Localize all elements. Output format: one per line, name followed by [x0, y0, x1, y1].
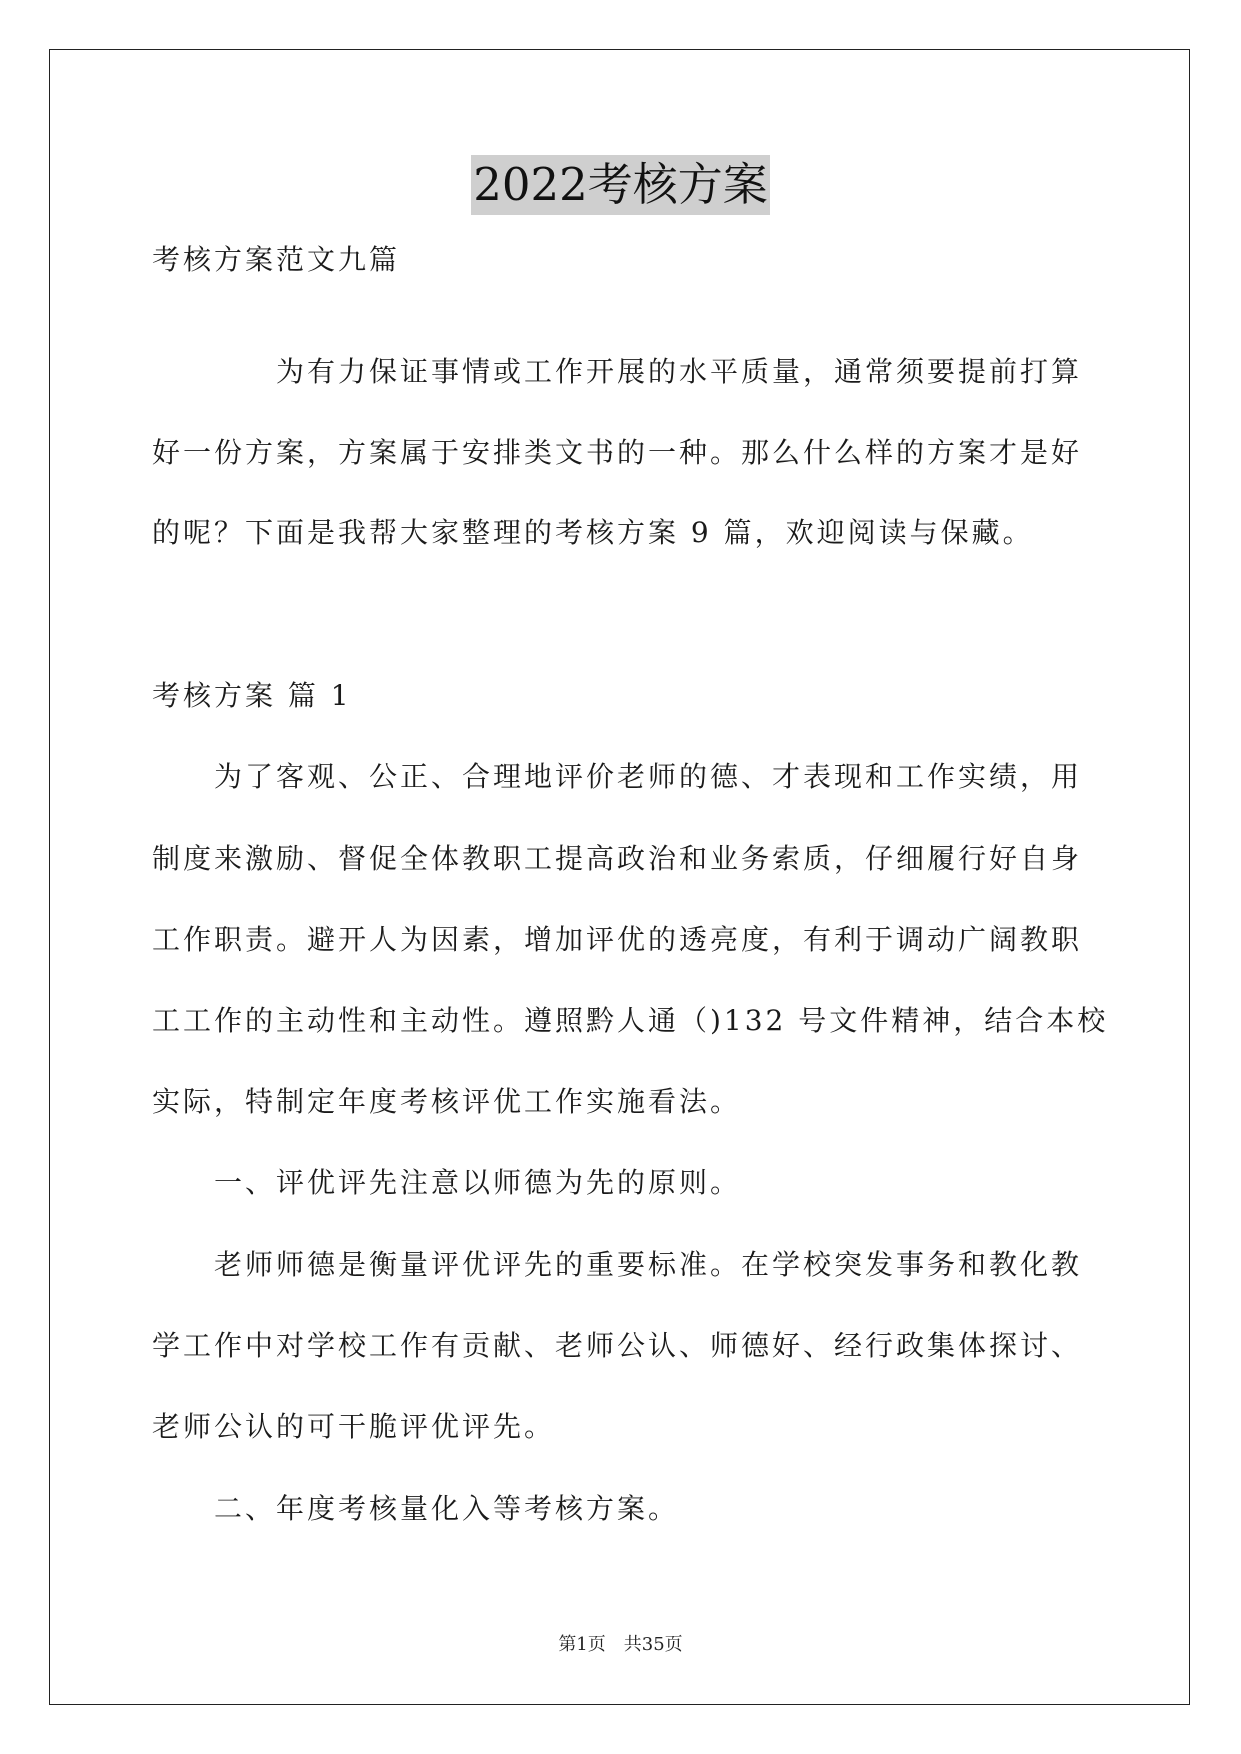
intro-line-2: 好一份方案，方案属于安排类文书的一种。那么什么样的方案才是好: [152, 436, 1083, 469]
page-total: 共35页: [623, 1634, 683, 1655]
intro-line-3: 的呢？下面是我帮大家整理的考核方案 9 篇，欢迎阅读与保藏。: [152, 516, 1034, 549]
body-line-7: 老师师德是衡量评优评先的重要标准。在学校突发事务和教化教: [214, 1248, 1083, 1281]
intro-line-1: 为有力保证事情或工作开展的水平质量，通常须要提前打算: [276, 355, 1083, 388]
body-line-3: 工作职责。避开人为因素，增加评优的透亮度，有利于调动广阔教职: [152, 923, 1083, 956]
body-line-8: 学工作中对学校工作有贡献、老师公认、师德好、经行政集体探讨、: [152, 1329, 1083, 1362]
body-line-9: 老师公认的可干脆评优评先。: [152, 1410, 556, 1443]
page-footer: [0, 1630, 1241, 1656]
title-container: [0, 155, 1241, 215]
page-number: 第1页: [558, 1634, 606, 1655]
document-title: 2022考核方案: [471, 155, 770, 215]
body-line-1: 为了客观、公正、合理地评价老师的德、才表现和工作实绩，用: [214, 760, 1083, 793]
body-line-5: 实际，特制定年度考核评优工作实施看法。: [152, 1085, 742, 1118]
body-line-10: 二、年度考核量化入等考核方案。: [214, 1492, 680, 1525]
body-line-2: 制度来激励、督促全体教职工提高政治和业务索质，仔细履行好自身: [152, 842, 1083, 875]
section-heading: 考核方案 篇 1: [152, 679, 352, 712]
body-line-4: 工工作的主动性和主动性。遵照黔人通（)132 号文件精神，结合本校: [152, 1004, 1109, 1037]
subtitle-line: 考核方案范文九篇: [152, 243, 401, 276]
body-line-6: 一、评优评先注意以师德为先的原则。: [214, 1166, 742, 1199]
